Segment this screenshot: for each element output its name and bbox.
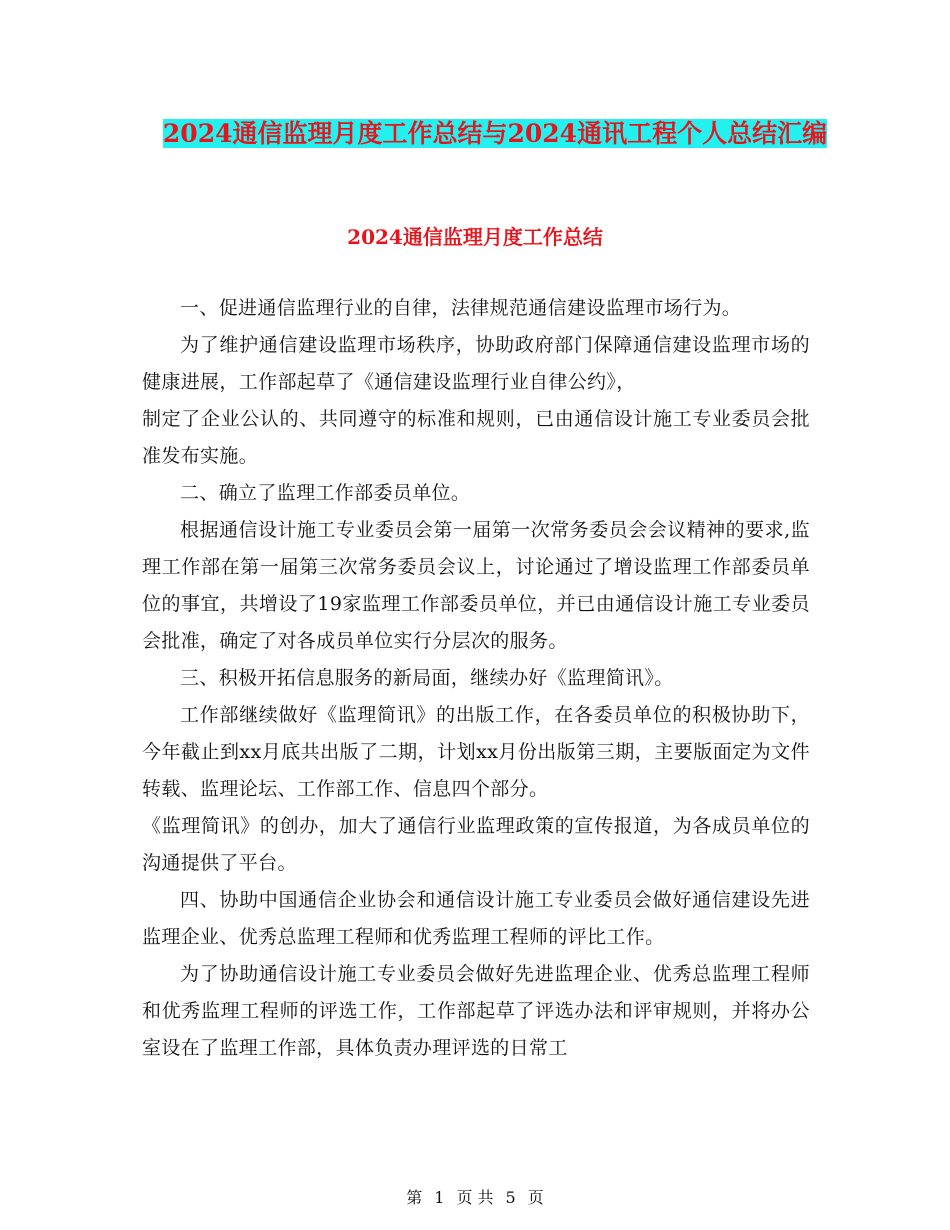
- footer-total-pages: 5: [505, 1188, 516, 1207]
- footer-prefix: 第: [406, 1188, 423, 1207]
- paragraph-1: 一、促进通信监理行业的自律，法律规范通信建设监理市场行为。: [180, 297, 742, 319]
- document-body: [142, 290, 810, 1067]
- page-footer: [0, 1186, 950, 1210]
- paragraph-5: 三、积极开拓信息服务的新局面，继续办好《监理简讯》。: [180, 667, 674, 689]
- document-title-text: 2024通信监理月度工作总结与2024通讯工程个人总结汇编: [162, 119, 828, 148]
- paragraph-3: 二、确立了监理工作部委员单位。: [180, 482, 471, 504]
- paragraph-6: 工作部继续做好《监理简讯》的出版工作，在各委员单位的积极协助下，今年截止到xx月底共出版了二期，计划xx月份出版第三期，主要版面定为文件转载、监理论坛、工作部工作、信息四个部分。 《监理简讯》的创办，加大了通信行业监理政策的宣传报道，为各成员单位的沟通提供了平台。: [142, 704, 810, 874]
- document-title: [140, 112, 850, 156]
- footer-suffix: 页: [527, 1188, 544, 1207]
- footer-middle: 页 共: [456, 1188, 494, 1207]
- section-title: 2024通信监理月度工作总结: [347, 225, 603, 249]
- paragraph-2: 为了维护通信建设监理市场秩序，协助政府部门保障通信建设监理市场的健康进展，工作部起草了《通信建设监理行业自律公约》， 制定了企业公认的、共同遵守的标准和规则，已由通信设计施工专业委员会批准发布实施。: [142, 334, 810, 467]
- paragraph-7: 四、协助中国通信企业协会和通信设计施工专业委员会做好通信建设先进监理企业、优秀总监理工程师和优秀监理工程师的评比工作。: [142, 889, 810, 948]
- footer-page-number: 1: [434, 1188, 445, 1207]
- paragraph-4: 根据通信设计施工专业委员会第一届第一次常务委员会会议精神的要求,监理工作部在第一届第三次常务委员会议上，讨论通过了增设监理工作部委员单位的事宜，共增设了19家监理工作部委员单位，并已由通信设计施工专业委员会批准，确定了对各成员单位实行分层次的服务。: [142, 519, 810, 652]
- paragraph-8: 为了协助通信设计施工专业委员会做好先进监理企业、优秀总监理工程师和优秀监理工程师的评选工作，工作部起草了评选办法和评审规则，并将办公室设在了监理工作部，具体负责办理评选的日常工: [142, 963, 810, 1059]
